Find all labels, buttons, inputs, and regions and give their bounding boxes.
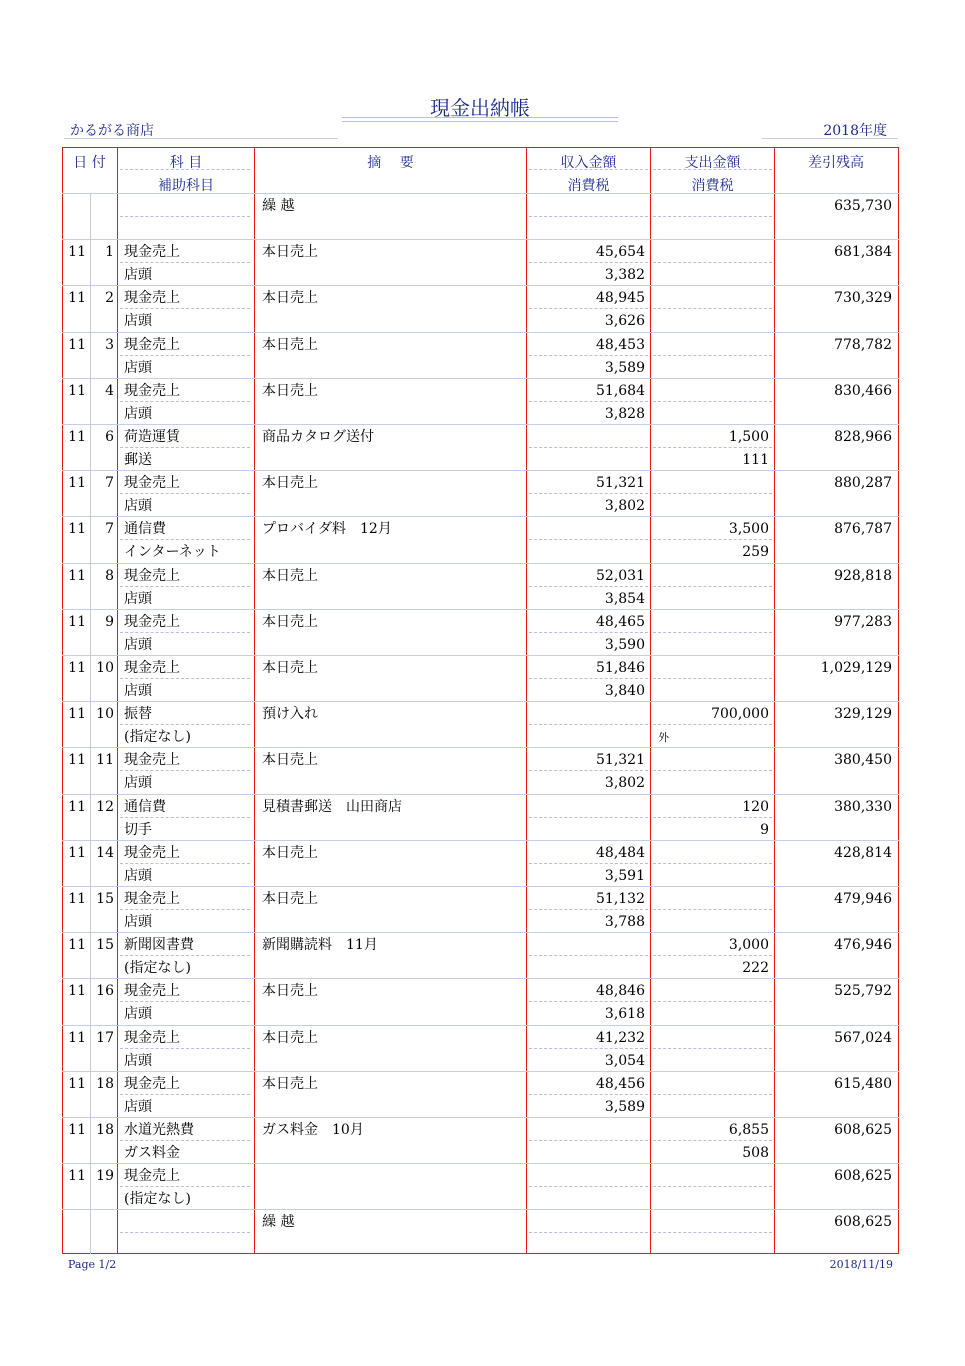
- row-dash: [529, 447, 648, 448]
- entry-description: 本日売上: [262, 382, 318, 399]
- entry-expense-tax: 259: [742, 544, 769, 561]
- entry-month: 11: [68, 1122, 86, 1138]
- fiscal-year: 2018年度: [823, 123, 887, 139]
- entry-balance: 380,450: [834, 752, 892, 769]
- entry-income: 48,945: [596, 290, 645, 307]
- entry-day: 19: [96, 1168, 114, 1185]
- entry-expense-tax: 9: [760, 821, 769, 838]
- row-rule: [62, 563, 899, 564]
- entry-balance: 880,287: [834, 475, 892, 492]
- header-dash: [653, 169, 772, 170]
- entry-account: 現金売上: [124, 1168, 180, 1185]
- entry-income-tax: 3,054: [604, 1052, 645, 1069]
- header-sub-account: 補助科目: [158, 178, 214, 194]
- entry-balance: 876,787: [834, 521, 892, 538]
- header-expense: 支出金額: [684, 155, 741, 171]
- entry-day: 15: [96, 937, 114, 954]
- row-rule: [62, 609, 899, 610]
- entry-balance: 730,329: [834, 290, 892, 307]
- entry-day: 7: [105, 475, 114, 492]
- row-dash: [653, 1048, 772, 1049]
- entry-balance: 476,946: [834, 937, 892, 954]
- entry-sub-account: 店頭: [124, 267, 152, 284]
- entry-description: 本日売上: [262, 844, 318, 861]
- entry-account: 現金売上: [124, 290, 180, 307]
- row-dash: [529, 1140, 648, 1141]
- entry-income-tax: 3,854: [604, 590, 645, 607]
- row-dash: [120, 539, 250, 540]
- entry-description: 預け入れ: [262, 706, 318, 723]
- entry-sub-account: 店頭: [124, 359, 152, 376]
- entry-day: 10: [96, 706, 114, 723]
- header-balance: 差引残高: [808, 155, 864, 171]
- entry-income-tax: 3,590: [604, 636, 645, 653]
- entry-expense-tax: 508: [742, 1145, 769, 1161]
- entry-month: 11: [68, 475, 86, 492]
- entry-sub-account: 店頭: [124, 867, 152, 884]
- row-dash: [653, 955, 772, 956]
- entry-account: 現金売上: [124, 752, 180, 769]
- row-dash: [120, 817, 250, 818]
- entry-month: 11: [68, 244, 86, 261]
- entry-income-tax: 3,591: [604, 867, 645, 884]
- row-dash: [120, 1001, 250, 1002]
- entry-day: 9: [105, 613, 114, 630]
- entry-description: プロバイダ料 12月: [262, 521, 392, 538]
- entry-income-tax: 3,589: [604, 1098, 645, 1115]
- entry-month: 11: [68, 983, 86, 1000]
- row-rule: [62, 747, 899, 748]
- entry-balance: 608,625: [834, 1168, 892, 1185]
- entry-income: 52,031: [596, 567, 645, 584]
- carry-label: 繰 越: [262, 198, 295, 214]
- entry-account: 荷造運賃: [124, 429, 180, 445]
- entry-day: 17: [96, 1029, 114, 1046]
- entry-description: 本日売上: [262, 752, 318, 769]
- entry-description: 新聞購読料 11月: [262, 937, 378, 954]
- row-rule: [62, 332, 899, 333]
- row-dash: [653, 863, 772, 864]
- entry-balance: 615,480: [834, 1075, 892, 1092]
- row-dash: [529, 678, 648, 679]
- row-dash: [653, 447, 772, 448]
- header-description: 摘 要: [367, 155, 414, 171]
- row-dash: [653, 817, 772, 818]
- entry-income: 41,232: [596, 1029, 645, 1046]
- entry-income: 45,654: [596, 244, 645, 261]
- entry-sub-account: 店頭: [124, 683, 152, 699]
- row-rule: [62, 932, 899, 933]
- entry-balance: 567,024: [834, 1029, 892, 1046]
- entry-income: 51,846: [596, 660, 645, 676]
- row-rule: [62, 701, 899, 702]
- row-dash: [120, 308, 250, 309]
- entry-account: 現金売上: [124, 1029, 180, 1046]
- entry-balance: 977,283: [834, 613, 892, 630]
- row-dash: [653, 586, 772, 587]
- row-dash: [529, 909, 648, 910]
- entry-account: 現金売上: [124, 382, 180, 399]
- entry-account: 現金売上: [124, 983, 180, 1000]
- entry-expense: 120: [742, 798, 769, 815]
- entry-month: 11: [68, 891, 86, 907]
- entry-expense-tax: 外: [658, 731, 669, 745]
- entry-day: 8: [105, 567, 114, 584]
- entry-description: ガス料金 10月: [262, 1122, 364, 1138]
- entry-income-tax: 3,840: [604, 683, 645, 699]
- row-dash: [653, 724, 772, 725]
- row-dash: [120, 447, 250, 448]
- row-dash: [120, 355, 250, 356]
- entry-day: 7: [105, 521, 114, 538]
- row-dash: [653, 678, 772, 679]
- entry-account: 現金売上: [124, 336, 180, 353]
- row-dash: [529, 1186, 648, 1187]
- entry-balance: 380,330: [834, 798, 892, 815]
- entry-day: 4: [105, 382, 114, 399]
- row-dash: [120, 632, 250, 633]
- entry-day: 1: [105, 244, 114, 261]
- entry-description: 本日売上: [262, 567, 318, 584]
- entry-month: 11: [68, 1075, 86, 1092]
- entry-day: 16: [96, 983, 114, 1000]
- entry-income: 51,132: [596, 891, 645, 907]
- entry-day: 3: [105, 336, 114, 353]
- entry-expense: 6,855: [728, 1122, 769, 1138]
- entry-account: 現金売上: [124, 891, 180, 907]
- entry-balance: 778,782: [834, 336, 892, 353]
- row-dash: [529, 355, 648, 356]
- entry-income-tax: 3,788: [604, 914, 645, 930]
- entry-sub-account: 店頭: [124, 1098, 152, 1115]
- row-dash: [653, 262, 772, 263]
- row-dash: [120, 955, 250, 956]
- row-dash: [529, 770, 648, 771]
- entry-income-tax: 3,382: [604, 267, 645, 284]
- entry-day: 11: [96, 752, 114, 769]
- entry-day: 10: [96, 660, 114, 676]
- row-rule: [62, 1209, 899, 1210]
- row-dash: [653, 632, 772, 633]
- entry-account: 水道光熱費: [124, 1122, 194, 1138]
- entry-day: 18: [96, 1122, 114, 1138]
- entry-day: 15: [96, 891, 114, 907]
- entry-income: 48,846: [596, 983, 645, 1000]
- row-dash: [120, 1232, 250, 1233]
- entry-income: 48,453: [596, 336, 645, 353]
- entry-balance: 830,466: [834, 382, 892, 399]
- entry-account: 現金売上: [124, 567, 180, 584]
- row-dash: [653, 1001, 772, 1002]
- entry-account: 現金売上: [124, 244, 180, 261]
- row-dash: [529, 1001, 648, 1002]
- entry-balance: 329,129: [834, 706, 892, 723]
- row-dash: [529, 216, 648, 217]
- row-rule: [62, 470, 899, 471]
- entry-month: 11: [68, 429, 86, 445]
- row-dash: [653, 355, 772, 356]
- entry-sub-account: 店頭: [124, 313, 152, 330]
- row-dash: [529, 308, 648, 309]
- row-dash: [120, 1094, 250, 1095]
- row-dash: [120, 909, 250, 910]
- row-dash: [529, 1232, 648, 1233]
- entry-balance: 479,946: [834, 891, 892, 907]
- row-dash: [529, 863, 648, 864]
- entry-balance: 1,029,129: [820, 660, 892, 676]
- row-dash: [120, 1048, 250, 1049]
- entry-income: 51,684: [596, 382, 645, 399]
- row-rule: [62, 655, 899, 656]
- entry-month: 11: [68, 290, 86, 307]
- entry-account: 現金売上: [124, 475, 180, 492]
- row-dash: [653, 493, 772, 494]
- row-rule: [62, 424, 899, 425]
- entry-balance: 428,814: [834, 844, 892, 861]
- header-bottom-rule: [62, 193, 899, 194]
- row-rule: [62, 285, 899, 286]
- row-rule: [62, 1071, 899, 1072]
- header-income-tax: 消費税: [567, 178, 610, 194]
- row-dash: [120, 863, 250, 864]
- entry-sub-account: 店頭: [124, 498, 152, 515]
- row-rule: [62, 239, 899, 240]
- row-dash: [529, 539, 648, 540]
- row-dash: [653, 770, 772, 771]
- entry-sub-account: インターネット: [124, 544, 221, 561]
- entry-sub-account: (指定なし): [124, 1191, 191, 1208]
- entry-month: 11: [68, 706, 86, 723]
- row-rule: [62, 516, 899, 517]
- entry-sub-account: (指定なし): [124, 729, 191, 746]
- row-dash: [529, 1048, 648, 1049]
- entry-account: 現金売上: [124, 844, 180, 861]
- entry-description: 商品カタログ送付: [262, 429, 374, 445]
- entry-balance: 525,792: [834, 983, 892, 1000]
- row-dash: [120, 678, 250, 679]
- entry-balance: 608,625: [834, 1122, 892, 1138]
- entry-sub-account: 店頭: [124, 1052, 152, 1069]
- opening-balance: 635,730: [834, 198, 892, 214]
- row-dash: [529, 955, 648, 956]
- print-date: 2018/11/19: [829, 1258, 893, 1271]
- entry-sub-account: 店頭: [124, 775, 152, 792]
- entry-account: 現金売上: [124, 660, 180, 676]
- entry-month: 11: [68, 521, 86, 538]
- row-dash: [529, 401, 648, 402]
- row-dash: [529, 632, 648, 633]
- carry-label-closing: 繰 越: [262, 1214, 295, 1231]
- row-dash: [120, 1140, 250, 1141]
- entry-description: 見積書郵送 山田商店: [262, 798, 402, 815]
- entry-month: 11: [68, 336, 86, 353]
- row-dash: [120, 770, 250, 771]
- row-dash: [120, 1186, 250, 1187]
- entry-sub-account: 店頭: [124, 914, 152, 930]
- row-dash: [529, 586, 648, 587]
- entry-description: 本日売上: [262, 290, 318, 307]
- row-dash: [653, 1232, 772, 1233]
- closing-balance: 608,625: [834, 1214, 892, 1231]
- entry-day: 12: [96, 798, 114, 815]
- header-expense-tax: 消費税: [691, 178, 734, 194]
- row-dash: [529, 1094, 648, 1095]
- entry-month: 11: [68, 798, 86, 815]
- entry-account: 振替: [124, 706, 152, 723]
- entry-income-tax: 3,618: [604, 1006, 645, 1023]
- page-number: Page 1/2: [68, 1258, 117, 1271]
- entry-expense: 700,000: [711, 706, 769, 723]
- entry-day: 14: [96, 844, 114, 861]
- row-dash: [653, 1094, 772, 1095]
- entry-description: 本日売上: [262, 336, 318, 353]
- entry-sub-account: 店頭: [124, 405, 152, 422]
- entry-month: 11: [68, 937, 86, 954]
- row-rule: [62, 840, 899, 841]
- row-rule: [62, 794, 899, 795]
- row-rule: [62, 978, 899, 979]
- title-underline: [342, 117, 618, 118]
- row-dash: [529, 817, 648, 818]
- row-dash: [120, 262, 250, 263]
- shop-underline: [64, 138, 338, 139]
- row-dash: [120, 493, 250, 494]
- entry-expense: 1,500: [728, 429, 769, 445]
- row-dash: [653, 909, 772, 910]
- entry-income-tax: 3,626: [604, 313, 645, 330]
- row-dash: [120, 586, 250, 587]
- entry-expense: 3,000: [728, 937, 769, 954]
- header-account: 科 目: [169, 155, 203, 171]
- header-date: 日 付: [73, 155, 106, 171]
- title-underline-2: [342, 121, 618, 122]
- entry-income-tax: 3,589: [604, 359, 645, 376]
- entry-income-tax: 3,802: [604, 498, 645, 515]
- row-dash: [653, 401, 772, 402]
- entry-description: 本日売上: [262, 983, 318, 1000]
- page-title: 現金出納帳: [430, 96, 530, 120]
- shop-name: かるがる商店: [70, 123, 154, 139]
- entry-description: 本日売上: [262, 891, 318, 907]
- row-dash: [529, 493, 648, 494]
- entry-income: 51,321: [596, 475, 645, 492]
- entry-expense-tax: 111: [742, 452, 769, 468]
- row-rule: [62, 886, 899, 887]
- row-dash: [120, 216, 250, 217]
- entry-account: 通信費: [124, 798, 166, 815]
- row-dash: [653, 1140, 772, 1141]
- row-rule: [62, 1025, 899, 1026]
- entry-sub-account: (指定なし): [124, 960, 191, 977]
- entry-expense-tax: 222: [742, 960, 769, 977]
- entry-day: 2: [105, 290, 114, 307]
- row-rule: [62, 378, 899, 379]
- entry-account: 新聞図書費: [124, 937, 194, 954]
- entry-account: 現金売上: [124, 1075, 180, 1092]
- row-dash: [120, 724, 250, 725]
- year-underline: [762, 138, 898, 139]
- entry-sub-account: 郵送: [124, 452, 152, 468]
- entry-balance: 928,818: [834, 567, 892, 584]
- entry-month: 11: [68, 567, 86, 584]
- entry-day: 6: [105, 429, 114, 445]
- entry-day: 18: [96, 1075, 114, 1092]
- row-dash: [653, 308, 772, 309]
- entry-income: 48,484: [596, 844, 645, 861]
- row-dash: [120, 401, 250, 402]
- entry-income-tax: 3,828: [604, 405, 645, 422]
- entry-income: 48,465: [596, 613, 645, 630]
- entry-balance: 828,966: [834, 429, 892, 445]
- entry-account: 通信費: [124, 521, 166, 538]
- row-dash: [653, 1186, 772, 1187]
- header-income: 収入金額: [560, 155, 617, 171]
- cash-ledger-table: [62, 147, 899, 1254]
- entry-description: 本日売上: [262, 244, 318, 261]
- row-dash: [653, 216, 772, 217]
- entry-balance: 681,384: [834, 244, 892, 261]
- entry-month: 11: [68, 1029, 86, 1046]
- entry-income: 48,456: [596, 1075, 645, 1092]
- entry-month: 11: [68, 613, 86, 630]
- entry-sub-account: 店頭: [124, 636, 152, 653]
- header-dash: [120, 169, 250, 170]
- entry-account: 現金売上: [124, 613, 180, 630]
- entry-sub-account: 店頭: [124, 590, 152, 607]
- entry-description: 本日売上: [262, 660, 318, 676]
- entry-expense: 3,500: [728, 521, 769, 538]
- entry-income-tax: 3,802: [604, 775, 645, 792]
- entry-description: 本日売上: [262, 1029, 318, 1046]
- entry-description: 本日売上: [262, 475, 318, 492]
- row-dash: [653, 539, 772, 540]
- row-dash: [529, 724, 648, 725]
- entry-month: 11: [68, 844, 86, 861]
- entry-income: 51,321: [596, 752, 645, 769]
- row-dash: [529, 262, 648, 263]
- entry-month: 11: [68, 752, 86, 769]
- entry-month: 11: [68, 660, 86, 676]
- entry-sub-account: 切手: [124, 821, 152, 838]
- entry-description: 本日売上: [262, 1075, 318, 1092]
- entry-month: 11: [68, 382, 86, 399]
- entry-month: 11: [68, 1168, 86, 1185]
- entry-sub-account: ガス料金: [124, 1145, 180, 1161]
- row-rule: [62, 1163, 899, 1164]
- row-rule: [62, 1117, 899, 1118]
- header-dash: [529, 169, 648, 170]
- entry-sub-account: 店頭: [124, 1006, 152, 1023]
- entry-description: 本日売上: [262, 613, 318, 630]
